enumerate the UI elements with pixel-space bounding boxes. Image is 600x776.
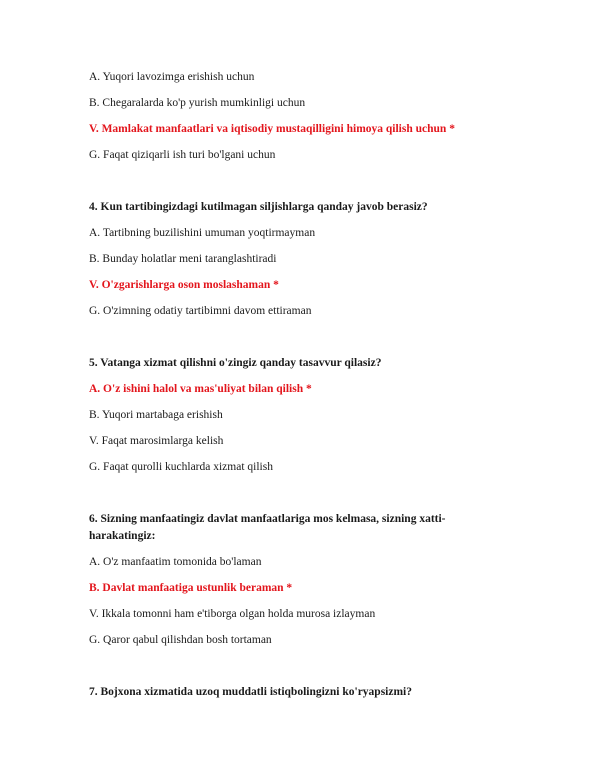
- q7-question: 7. Bojxona xizmatida uzoq muddatli istiqbolingizni ko'ryapsizmi?: [89, 686, 413, 698]
- q4-option-b: B. Bunday holatlar meni taranglashtiradi: [89, 253, 277, 265]
- q4-option-a: A. Tartibning buzilishini umuman yoqtirmayman: [89, 227, 316, 239]
- q6-option-a: A. O'z manfaatim tomonida bo'laman: [89, 556, 262, 568]
- q4-question: 4. Kun tartibingizdagi kutilmagan siljishlarga qanday javob berasiz?: [89, 201, 428, 213]
- q4-option-g: G. O'zimning odatiy tartibimni davom ettiraman: [89, 305, 312, 317]
- q6-question-line2: harakatingiz:: [89, 530, 156, 542]
- q5-option-a-correct: A. O'z ishini halol va mas'uliyat bilan qilish *: [89, 383, 312, 395]
- q5-option-v: V. Faqat marosimlarga kelish: [89, 435, 224, 447]
- q6-option-v: V. Ikkala tomonni ham e'tiborga olgan holda murosa izlayman: [89, 608, 376, 620]
- q3-option-a: A. Yuqori lavozimga erishish uchun: [89, 71, 255, 83]
- q5-option-g: G. Faqat qurolli kuchlarda xizmat qilish: [89, 461, 273, 473]
- q3-option-g: G. Faqat qiziqarli ish turi bo'lgani uchun: [89, 149, 276, 161]
- q3-option-v-correct: V. Mamlakat manfaatlari va iqtisodiy mustaqilligini himoya qilish uchun *: [89, 123, 455, 135]
- q4-option-v-correct: V. O'zgarishlarga oson moslashaman *: [89, 279, 279, 291]
- q5-question: 5. Vatanga xizmat qilishni o'zingiz qanday tasavvur qilasiz?: [89, 357, 382, 369]
- q6-question-line1: 6. Sizning manfaatingiz davlat manfaatlariga mos kelmasa, sizning xatti-: [89, 513, 446, 525]
- q6-option-g: G. Qaror qabul qilishdan bosh tortaman: [89, 634, 272, 646]
- q5-option-b: B. Yuqori martabaga erishish: [89, 409, 223, 421]
- q3-option-b: B. Chegaralarda ko'p yurish mumkinligi uchun: [89, 97, 306, 109]
- q6-option-b-correct: B. Davlat manfaatiga ustunlik beraman *: [89, 582, 293, 594]
